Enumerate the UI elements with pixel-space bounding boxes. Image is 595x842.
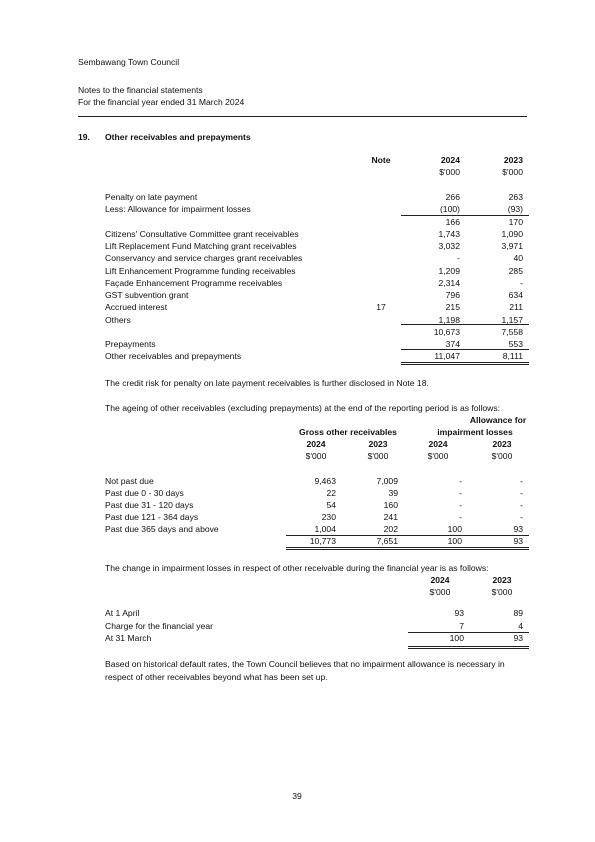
conclusion-line-2: respect of other receivables beyond what has been set up. [105, 672, 328, 682]
ageing-row-gross-2024: 54 [326, 500, 336, 511]
receivable-row-2024: - [457, 253, 460, 264]
receivable-row-2024: 215 [445, 302, 460, 313]
header-rule [78, 116, 527, 117]
ageing-row-allow-2023: - [520, 488, 523, 499]
section-title: Other receivables and prepayments [105, 132, 251, 142]
ageing-row-allow-2024: - [459, 500, 462, 511]
receivable-row-2023: 1,157 [501, 314, 523, 325]
ageing-row-allow-2023: - [520, 476, 523, 486]
receivable-row-2024: (100) [439, 204, 460, 215]
receivable-row-2023: 211 [509, 302, 523, 313]
receivable-row-label: GST subvention grant [105, 290, 189, 300]
receivable-row-label: Citizens' Consultative Committee grant receivables [105, 228, 299, 239]
ageing-paragraph: The ageing of other receivables (excluding prepayments) at the end of the reporting period is as follows: [105, 403, 501, 413]
total-rule-top [401, 349, 529, 350]
receivable-row-2023: 40 [513, 253, 523, 264]
receivable-row-2024: 2,314 [438, 277, 460, 288]
gross-2024-unit: $'000 [305, 451, 327, 461]
allow-2024-header: 2024 [428, 439, 448, 449]
receivable-row-2024: 374 [445, 339, 460, 349]
t3-col-2024: 2024 [430, 575, 450, 585]
allow-2024-unit: $'000 [427, 451, 449, 461]
ageing-row-allow-2023: 93 [513, 524, 523, 535]
t3-unit-2024: $'000 [429, 587, 451, 597]
subtotal-rule-1 [401, 215, 529, 216]
notes-title: Notes to the financial statements [78, 85, 203, 95]
ageing-double-rule [286, 547, 529, 550]
section-number: 19. [78, 132, 90, 142]
page-number: 39 [292, 791, 302, 801]
ageing-row-gross-2023: 39 [388, 488, 398, 499]
allowance-header-line1: Allowance for [469, 415, 527, 425]
impairment-row-2024: 7 [459, 620, 464, 631]
impairment-row-2023: 89 [513, 608, 523, 618]
ageing-row-gross-2024: 230 [321, 512, 336, 523]
gross-header: Gross other receivables [299, 427, 397, 437]
receivable-row-2024: 166 [445, 216, 460, 227]
ageing-row-gross-2024: 1,004 [314, 524, 336, 535]
receivable-row-2024: 1,209 [438, 265, 460, 276]
ageing-row-gross-2023: 202 [383, 524, 398, 535]
receivable-row-2023: 7,558 [501, 326, 523, 337]
receivable-row-2024: 3,032 [438, 241, 460, 251]
receivable-row-label: Conservancy and service charges grant receivables [105, 253, 303, 264]
organization-name: Sembawang Town Council [78, 57, 180, 67]
receivable-row-2024: 10,673 [433, 326, 460, 337]
receivable-row-2023: 263 [508, 192, 523, 202]
ageing-row-label: Past due 31 - 120 days [105, 500, 194, 511]
impairment-row-2024: 93 [454, 608, 464, 618]
receivable-row-label: Lift Replacement Fund Matching grant receivables [105, 241, 297, 251]
ageing-row-allow-2024: - [459, 512, 462, 523]
receivable-row-2023: 553 [508, 339, 523, 349]
ageing-row-label: Not past due [105, 476, 154, 486]
ageing-row-allow-2024: - [459, 488, 462, 499]
t3-double-rule [408, 646, 529, 649]
col-note-header: Note [371, 155, 391, 165]
receivable-row-2024: 1,743 [438, 228, 460, 239]
allowance-header-line2: impairment losses [437, 427, 513, 437]
gross-2023-header: 2023 [368, 439, 388, 449]
receivable-row-note: 17 [376, 302, 386, 313]
ageing-row-label: Past due 0 - 30 days [105, 488, 184, 499]
impairment-row-2023: 4 [518, 620, 523, 631]
t3-unit-2023: $'000 [491, 587, 513, 597]
impairment-row-2023: 93 [513, 633, 523, 643]
unit-2023: $'000 [502, 167, 523, 177]
receivable-row-2023: 3,971 [501, 241, 523, 251]
ageing-row-label: Past due 365 days and above [105, 524, 219, 535]
receivable-row-label: Others [105, 314, 131, 325]
receivable-row-label: Other receivables and prepayments [105, 351, 242, 362]
ageing-row-gross-2023: 7,009 [376, 476, 398, 486]
receivable-row-2023: (93) [507, 204, 523, 215]
receivable-row-2024: 11,047 [434, 351, 460, 362]
receivable-row-label: Penalty on late payment [105, 192, 198, 202]
ageing-row-gross-2024: 22 [326, 488, 336, 499]
receivable-row-label: Façade Enhancement Programme receivables [105, 277, 283, 288]
allow-2024-total: 100 [447, 536, 462, 546]
receivable-row-2023: - [520, 277, 523, 288]
ageing-row-label: Past due 121 - 364 days [105, 512, 199, 523]
ageing-row-allow-2023: - [520, 500, 523, 511]
ageing-row-allow-2024: - [459, 476, 462, 486]
impairment-row-label: Charge for the financial year [105, 620, 213, 631]
allow-2023-unit: $'000 [491, 451, 513, 461]
t3-col-2023: 2023 [492, 575, 512, 585]
impairment-row-label: At 1 April [105, 608, 140, 618]
receivable-row-2023: 634 [508, 290, 523, 300]
impairment-row-2024: 100 [449, 633, 464, 643]
subtotal-rule-2 [401, 324, 529, 325]
receivable-row-2024: 266 [445, 192, 460, 202]
receivable-row-2023: 8,111 [502, 351, 523, 362]
gross-2023-total: 7,651 [376, 536, 398, 546]
receivable-row-label: Prepayments [105, 339, 156, 349]
receivable-row-label: Accrued interest [105, 302, 168, 313]
receivable-row-2023: 1,090 [501, 228, 523, 239]
receivable-row-2023: 170 [508, 216, 523, 227]
col-2023-header: 2023 [503, 155, 523, 165]
t3-total-rule [408, 632, 529, 633]
total-double-rule [401, 362, 529, 365]
receivable-row-label: Lift Enhancement Programme funding receivables [105, 265, 296, 276]
ageing-row-gross-2023: 160 [383, 500, 398, 511]
receivable-row-2024: 796 [445, 290, 460, 300]
ageing-row-allow-2023: - [520, 512, 523, 523]
gross-2023-unit: $'000 [367, 451, 389, 461]
allow-2023-header: 2023 [492, 439, 512, 449]
col-2024-header: 2024 [440, 155, 460, 165]
credit-risk-paragraph: The credit risk for penalty on late payment receivables is further disclosed in Note 18. [105, 378, 429, 388]
ageing-row-gross-2023: 241 [383, 512, 398, 523]
ageing-row-gross-2024: 9,463 [314, 476, 336, 486]
allow-2023-total: 93 [513, 536, 523, 546]
period-title: For the financial year ended 31 March 2024 [78, 97, 245, 107]
receivable-row-label: Less: Allowance for impairment losses [105, 204, 251, 215]
ageing-row-allow-2024: 100 [447, 524, 462, 535]
conclusion-line-1: Based on historical default rates, the Town Council believes that no impairment allowance is necessary in [105, 659, 505, 669]
impairment-row-label: At 31 March [105, 633, 152, 643]
receivable-row-2024: 1,198 [438, 314, 460, 325]
unit-2024: $'000 [439, 167, 460, 177]
receivable-row-2023: 285 [508, 265, 523, 276]
gross-2024-total: 10,773 [309, 536, 336, 546]
impairment-change-paragraph: The change in impairment losses in respect of other receivable during the financial year is as follows: [105, 563, 489, 573]
gross-2024-header: 2024 [306, 439, 326, 449]
